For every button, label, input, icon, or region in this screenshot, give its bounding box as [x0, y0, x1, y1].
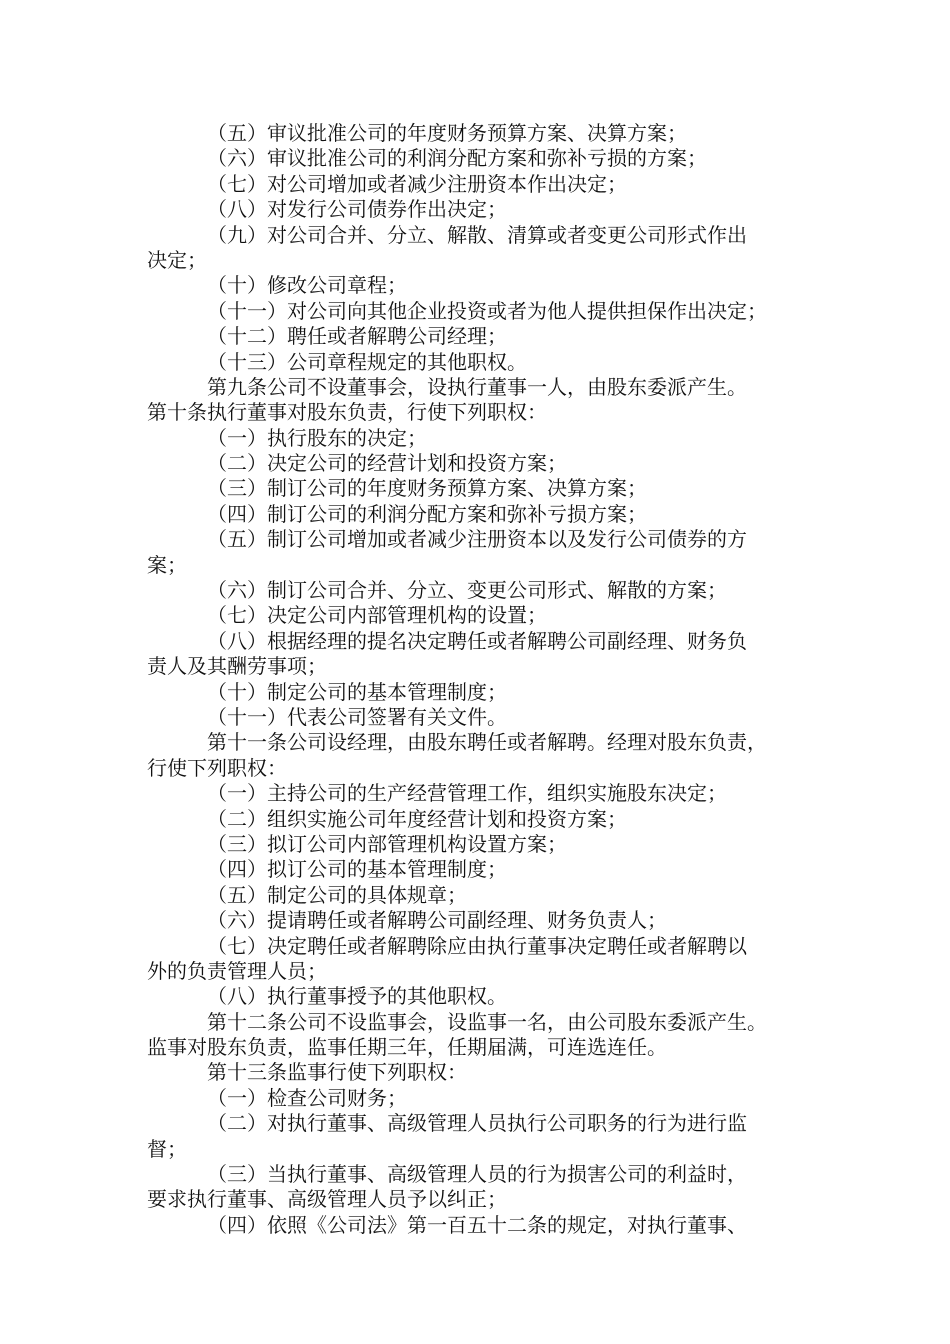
text-line: （六）审议批准公司的利润分配方案和弥补亏损的方案；: [207, 146, 707, 171]
text-line: （三）制订公司的年度财务预算方案、决算方案；: [207, 476, 647, 501]
text-line: 督；: [147, 1136, 187, 1161]
text-line: （五）审议批准公司的年度财务预算方案、决算方案；: [207, 121, 687, 145]
text-line: 外的负责管理人员；: [147, 958, 327, 983]
text-line: 第十条执行董事对股东负责，行使下列职权：: [147, 400, 547, 425]
text-line: 决定；: [147, 247, 207, 272]
text-line: （十一）代表公司签署有关文件。: [207, 704, 507, 729]
text-line: 监事对股东负责，监事任期三年，任期届满，可连选连任。: [147, 1035, 667, 1060]
text-line: （四）制订公司的利润分配方案和弥补亏损方案；: [207, 501, 647, 526]
text-line: （七）对公司增加或者减少注册资本作出决定；: [207, 171, 627, 196]
text-line: （三）当执行董事、高级管理人员的行为损害公司的利益时，: [207, 1162, 747, 1187]
text-line: 第九条公司不设董事会，设执行董事一人，由股东委派产生。: [207, 374, 747, 399]
text-line: （三）拟订公司内部管理机构设置方案；: [207, 831, 567, 856]
text-line: 责人及其酬劳事项；: [147, 654, 327, 679]
text-line: （十一）对公司向其他企业投资或者为他人提供担保作出决定；: [207, 298, 767, 323]
text-line: （八）根据经理的提名决定聘任或者解聘公司副经理、财务负: [207, 628, 747, 653]
text-line: （八）执行董事授予的其他职权。: [207, 984, 507, 1009]
text-line: （十二）聘任或者解聘公司经理；: [207, 324, 507, 349]
text-line: （二）组织实施公司年度经营计划和投资方案；: [207, 806, 627, 831]
text-line: 要求执行董事、高级管理人员予以纠正；: [147, 1187, 507, 1212]
text-line: （二）决定公司的经营计划和投资方案；: [207, 451, 567, 476]
text-line: （八）对发行公司债券作出决定；: [207, 197, 507, 222]
text-line: （七）决定公司内部管理机构的设置；: [207, 603, 547, 628]
text-line: 行使下列职权：: [147, 755, 287, 780]
text-line: （五）制定公司的具体规章；: [207, 882, 467, 907]
text-line: （二）对执行董事、高级管理人员执行公司职务的行为进行监: [207, 1111, 747, 1136]
text-line: （四）拟订公司的基本管理制度；: [207, 857, 507, 882]
text-line: （十三）公司章程规定的其他职权。: [207, 349, 527, 374]
text-line: 案；: [147, 552, 187, 577]
text-line: （四）依照《公司法》第一百五十二条的规定，对执行董事、: [207, 1212, 747, 1237]
text-line: 第十一条公司设经理，由股东聘任或者解聘。经理对股东负责，: [207, 730, 767, 755]
text-line: （十）修改公司章程；: [207, 273, 407, 298]
text-line: （一）检查公司财务；: [207, 1085, 407, 1110]
document-body: [147, 121, 837, 1238]
text-line: （七）决定聘任或者解聘除应由执行董事决定聘任或者解聘以: [207, 933, 747, 958]
text-line: 第十三条监事行使下列职权：: [207, 1060, 467, 1085]
text-line: （一）主持公司的生产经营管理工作，组织实施股东决定；: [207, 781, 727, 806]
text-line: （一）执行股东的决定；: [207, 425, 427, 450]
text-line: （六）提请聘任或者解聘公司副经理、财务负责人；: [207, 908, 667, 933]
text-line: （五）制订公司增加或者减少注册资本以及发行公司债券的方: [207, 527, 747, 552]
text-line: （九）对公司合并、分立、解散、清算或者变更公司形式作出: [207, 222, 747, 247]
text-line: （十）制定公司的基本管理制度；: [207, 679, 507, 704]
text-line: （六）制订公司合并、分立、变更公司形式、解散的方案；: [207, 578, 727, 603]
text-line: 第十二条公司不设监事会，设监事一名，由公司股东委派产生。: [207, 1009, 767, 1034]
